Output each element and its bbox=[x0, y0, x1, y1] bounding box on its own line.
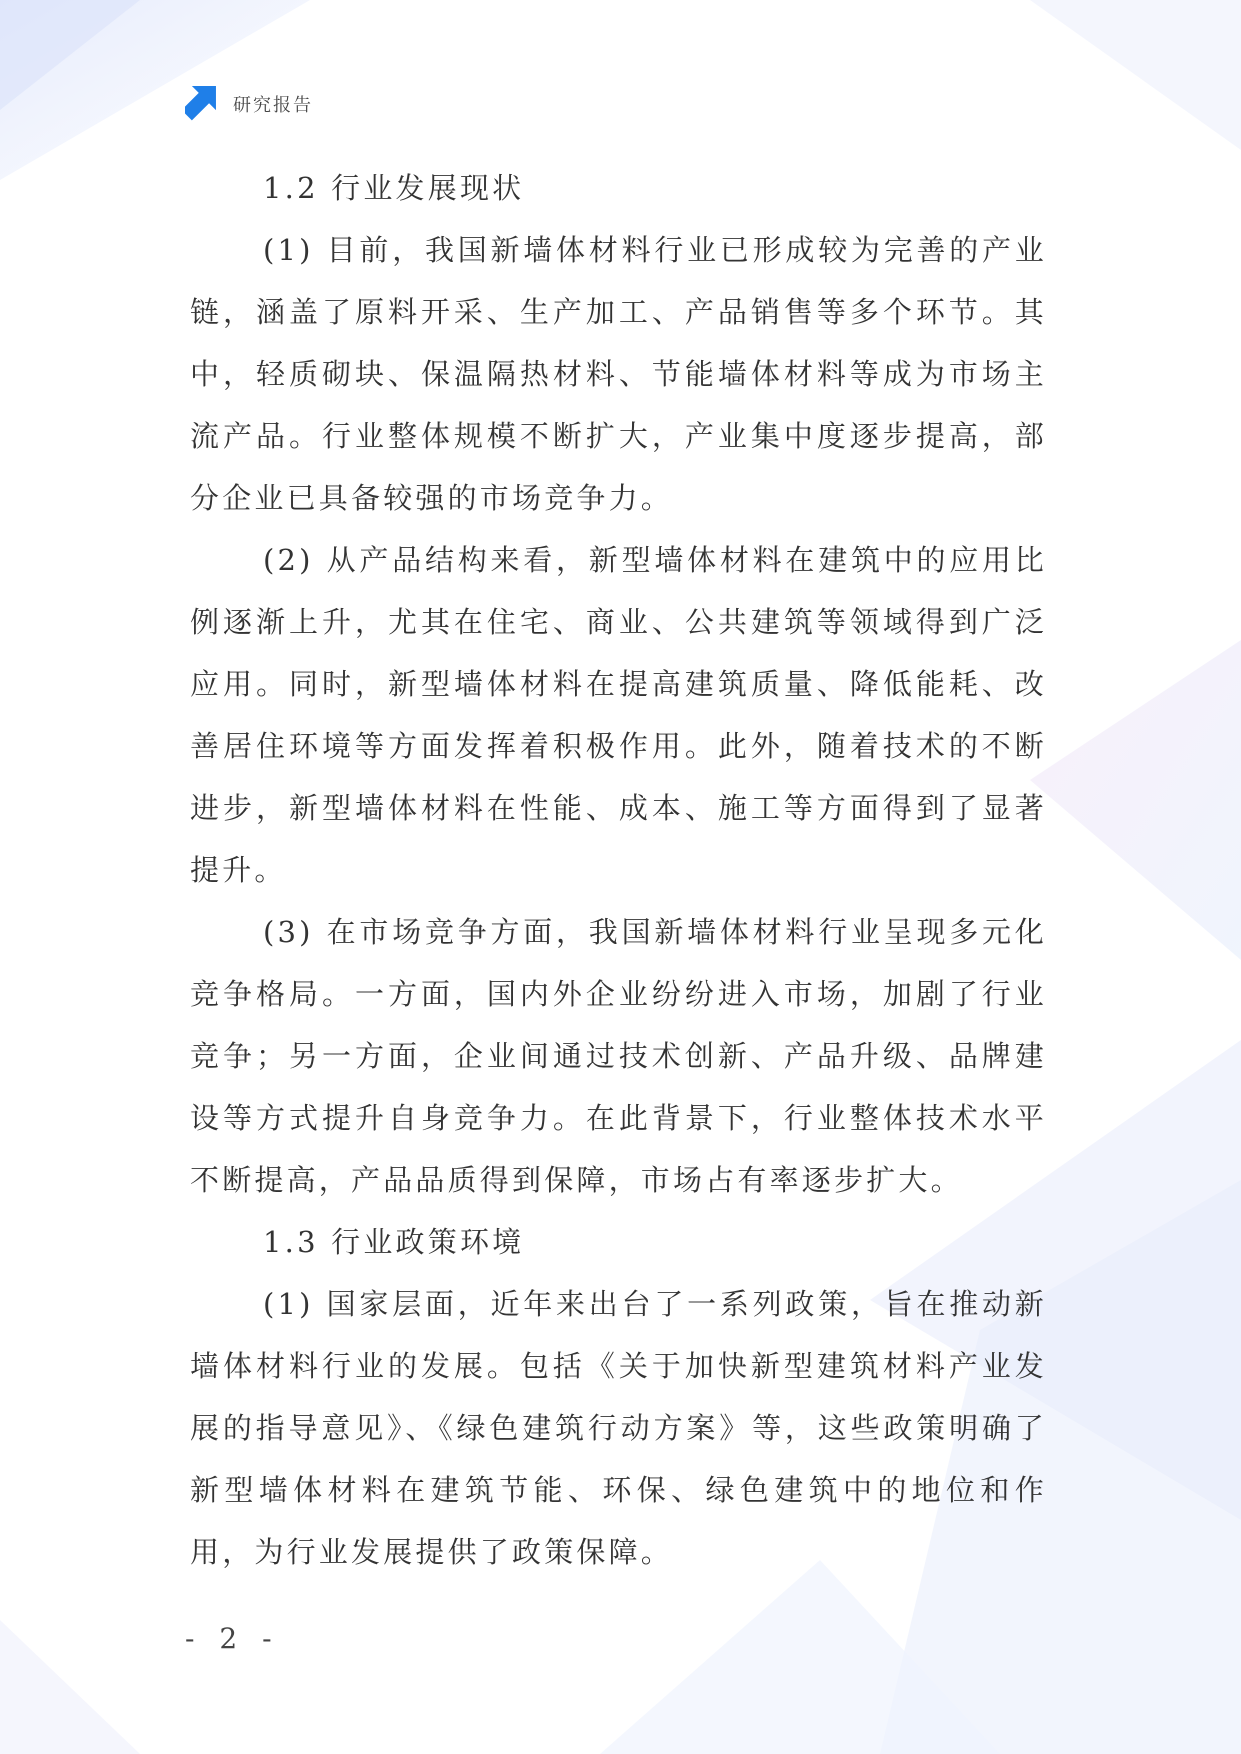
paragraph: (3) 在市场竞争方面，我国新墙体材料行业呈现多元化竞争格局。一方面，国内外企业纷纷进入市场，加剧了行业竞争；另一方面，企业间通过技术创新、产品升级、品牌建设等方式提升自身竞争力。在此背景下，行业整体技术水平不断提高，产品品质得到保障，市场占有率逐步扩大。 bbox=[190, 915, 1047, 1197]
paragraph: (1) 目前，我国新墙体材料行业已形成较为完善的产业链，涵盖了原料开采、生产加工、产品销售等多个环节。其中，轻质砌块、保温隔热材料、节能墙体材料等成为市场主流产品。行业整体规模不断扩大，产业集中度逐步提高，部分企业已具备较强的市场竞争力。 bbox=[190, 233, 1047, 515]
arrow-up-right-icon bbox=[185, 86, 221, 122]
paragraph: (2) 从产品结构来看，新型墙体材料在建筑中的应用比例逐渐上升，尤其在住宅、商业、公共建筑等领域得到广泛应用。同时，新型墙体材料在提高建筑质量、降低能耗、改善居住环境等方面发挥着积极作用。此外，随着技术的不断进步，新型墙体材料在性能、成本、施工等方面得到了显著提升。 bbox=[190, 543, 1047, 887]
section-heading: 1.2 行业发展现状 bbox=[263, 171, 525, 205]
page-number: - 2 - bbox=[185, 1622, 280, 1655]
document-body bbox=[190, 157, 1047, 1583]
report-header bbox=[185, 86, 313, 122]
paragraph: (1) 国家层面，近年来出台了一系列政策，旨在推动新墙体材料行业的发展。包括《关于加快新型建筑材料产业发展的指导意见》、《绿色建筑行动方案》等，这些政策明确了新型墙体材料在建筑节能、环保、绿色建筑中的地位和作用，为行业发展提供了政策保障。 bbox=[190, 1287, 1047, 1569]
header-title: 研究报告 bbox=[233, 95, 313, 116]
section-heading: 1.3 行业政策环境 bbox=[263, 1225, 525, 1259]
